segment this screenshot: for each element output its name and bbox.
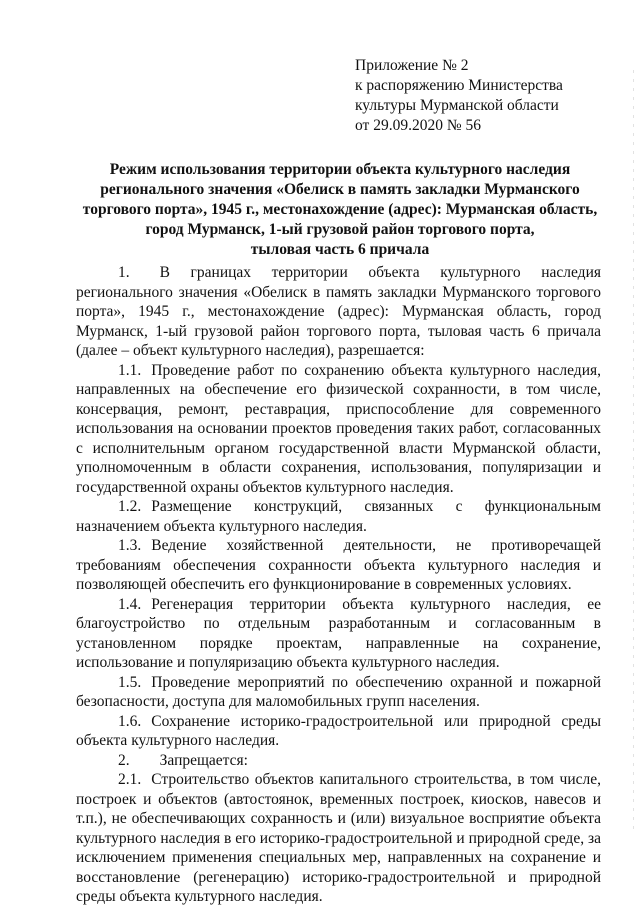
title-line: регионального значения «Обелиск в память закладки Мурманского [100, 181, 580, 198]
section-number: 1.4. [118, 595, 142, 613]
document-title [80, 160, 600, 260]
section-text: Строительство объектов капитального строительства, в том числе, построек и объектов (автостоянок, временных построек, киосков, навесов и т.п.), не обеспечивающих сохранность и (или) визуальное восприятие объекта культурного наследия в его историко-градостроительной и природной среде, за исключением применения специальных мер, направленных на сохранение и восстановление (регенерацию) историко-градостроительной и природной среды объекта культурного наследия. [76, 771, 601, 905]
appendix-block [355, 56, 605, 136]
section-number: 1.2. [118, 498, 142, 515]
appendix-number: Приложение № 2 [355, 57, 469, 74]
title-line: торгового порта», 1945 г., местонахождение (адрес): Мурманская область, [82, 201, 598, 218]
section-number: 1.6. [118, 712, 142, 730]
section-text: Проведение работ по сохранению объекта культурного наследия, направленных на обеспечение его физической сохранности, в том числе, консервация, ремонт, реставрация, приспособление для современного использования на основании проектов проведения таких работ, согласованных с исполнительным органом государственной власти Мурманской области, уполномоченным в области сохранения, использования, популяризации и государственной охраны объектов культурного наследия. [76, 361, 601, 496]
section-text: Сохранение историко-градостроительной или природной среды объекта культурного наследия. [76, 712, 601, 749]
section-1-4 [76, 595, 601, 673]
section-1 [76, 263, 601, 361]
section-number: 2. [118, 751, 130, 769]
title-line: город Мурманск, 1-ый грузовой район торгового порта, [145, 221, 535, 238]
section-text: Ведение хозяйственной деятельности, не противоречащей требованиям обеспечения сохранности объекта культурного наследия и позволяющей обеспечить его функционирование в современных условиях. [76, 537, 601, 593]
title-line: Режим использования территории объекта культурного наследия [109, 161, 571, 178]
section-text: Регенерация территории объекта культурного наследия, ее благоустройство по отдельным разработанным и согласованным в установленном порядке проектам, направленные на сохранение, использование и популяризацию объекта культурного наследия. [76, 595, 601, 671]
section-2-1 [76, 770, 601, 907]
section-1-6 [76, 712, 601, 751]
section-number: 1.3. [118, 537, 142, 554]
scan-edge-artifact [633, 70, 634, 830]
section-text: Проведение мероприятий по обеспечению охранной и пожарной безопасности, доступа для маломобильных групп населения. [76, 673, 601, 710]
section-text: Запрещается: [159, 751, 248, 769]
section-1-5 [76, 673, 601, 712]
section-1-1 [76, 361, 601, 498]
document-body [76, 263, 601, 907]
section-number: 1.1. [118, 361, 142, 379]
title-line: тыловая часть 6 причала [250, 241, 430, 258]
section-text: Размещение конструкций, связанных с функциональным назначением объекта культурного наследия. [76, 498, 601, 535]
section-number: 2.1. [118, 771, 142, 788]
appendix-order-ref: к распоряжению Министерства [355, 77, 563, 94]
section-number: 1.5. [118, 673, 142, 691]
appendix-date: от 29.09.2020 № 56 [355, 117, 481, 134]
section-text: В границах территории объекта культурного наследия регионального значения «Обелиск в память закладки Мурманского торгового порта», 1945 г., местонахождение (адрес): Мурманская область, город Мурманск, 1-ый грузовой район торгового порта, тыловая часть 6 причала (далее – объект культурного наследия), разрешается: [76, 264, 601, 359]
appendix-ministry: культуры Мурманской области [355, 97, 559, 114]
section-1-3 [76, 536, 601, 595]
section-1-2 [76, 497, 601, 536]
section-2 [76, 751, 601, 771]
section-number: 1. [118, 264, 130, 281]
